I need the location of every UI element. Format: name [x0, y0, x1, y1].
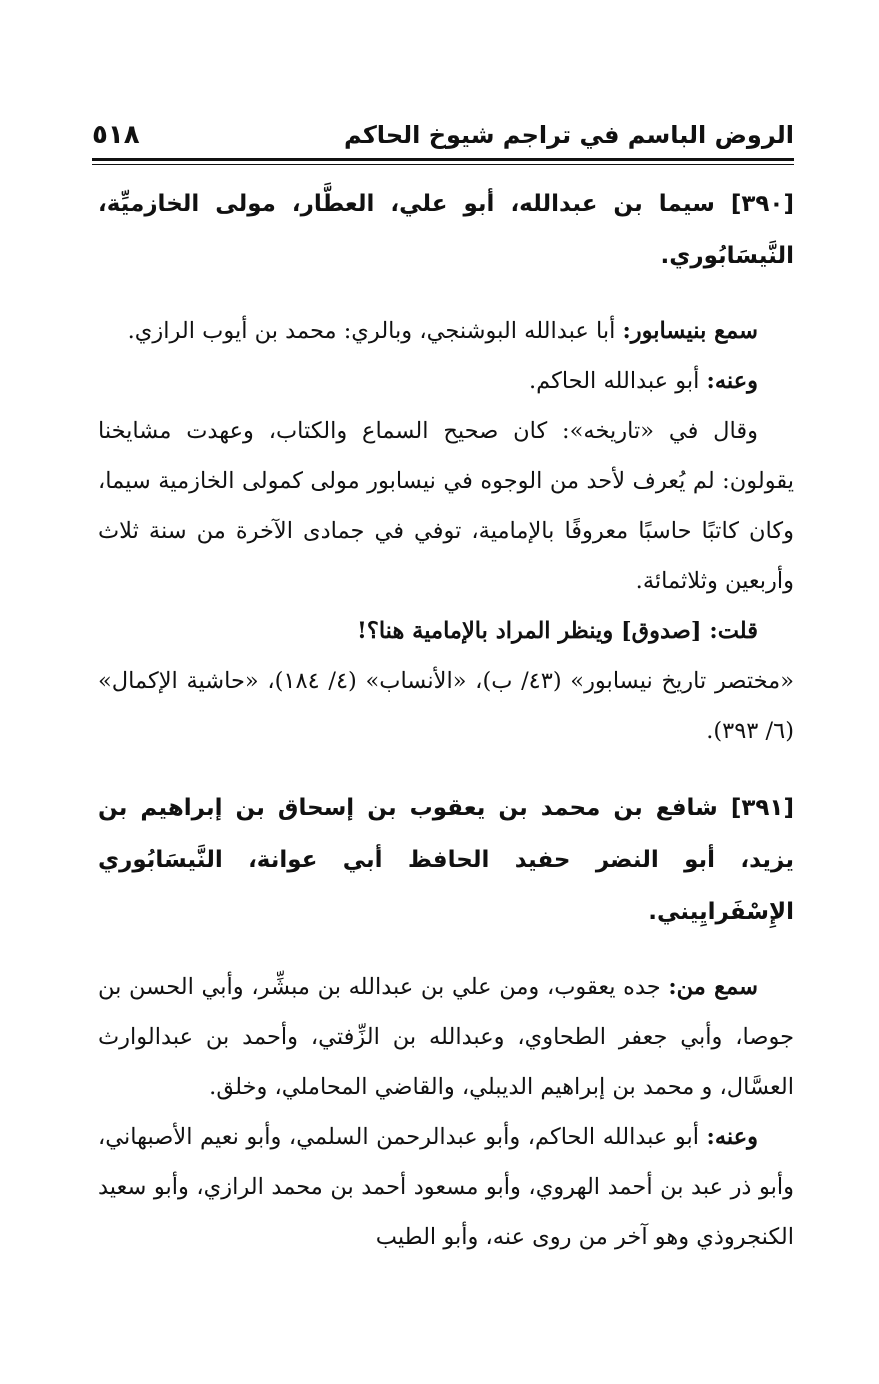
entry-391 [98, 782, 794, 1262]
narrators-lead: وعنه: [706, 1124, 758, 1150]
narrators-lead: وعنه: [706, 368, 758, 394]
narrators-paragraph [98, 1112, 794, 1262]
page-body [98, 178, 794, 1262]
narrators-text: أبو عبدالله الحاكم، وأبو عبدالرحمن السلمي، وأبو نعيم الأصبهاني، وأبو ذر عبد بن أحمد الهروي، وأبو مسعود أحمد بن محمد الرازي، وأبو سعيد الكنجروذي وهو آخر من روى عنه، وأبو الطيب [98, 1124, 794, 1250]
header-rule-thick [92, 158, 794, 161]
heard-from-text: أبا عبدالله البوشنجي، وبالري: محمد بن أيوب الرازي. [127, 318, 623, 344]
narrators-paragraph [98, 356, 794, 406]
author-note-text: [صدوق] وينظر المراد بالإمامية هنا؟! [357, 618, 710, 644]
author-note-lead: قلت: [709, 618, 758, 644]
heard-from-lead: سمع من: [668, 974, 758, 1000]
entry-title: [٣٩١] شافع بن محمد بن يعقوب بن إسحاق بن إبراهيم بن يزيد، أبو النضر حفيد الحافظ أبي عوانة، النَّيسَابُوري الإِسْفَرايِيني. [98, 795, 794, 925]
page-header [92, 112, 794, 158]
entry-title: [٣٩٠] سيما بن عبدالله، أبو علي، العطَّار، مولى الخازميِّة، النَّيسَابُوري. [98, 191, 794, 269]
heard-from-lead: سمع بنيسابور: [622, 318, 758, 344]
sources-paragraph: «مختصر تاريخ نيسابور» (٤٣/ ب)، «الأنساب» (٤/ ١٨٤)، «حاشية الإكمال» (٦/ ٣٩٣). [98, 668, 794, 744]
heard-from-paragraph [98, 306, 794, 356]
heard-from-text: جده يعقوب، ومن علي بن عبدالله بن مبشِّر، وأبي الحسن بن جوصا، وأبي جعفر الطحاوي، وعبدالله بن الزِّفتي، وأحمد بن عبدالوارث العسَّال، و محمد بن إبراهيم الديبلي، والقاضي المحاملي، وخلق. [98, 974, 794, 1100]
header-rule-thin [92, 164, 794, 165]
heard-from-paragraph [98, 962, 794, 1112]
entry-separator [98, 756, 794, 782]
history-quote-paragraph: وقال في «تاريخه»: كان صحيح السماع والكتاب، وعهدت مشايخنا يقولون: لم يُعرف لأحد من الوجوه في نيسابور مولى كمولى الخازمية سيما، وكان كاتبًا حاسبًا معروفًا بالإمامية، توفي في جمادى الآخرة من سنة ثلاث وأربعين وثلاثمائة. [98, 418, 794, 594]
running-title: الروض الباسم في تراجم شيوخ الحاكم [344, 121, 794, 149]
narrators-text: أبو عبدالله الحاكم. [528, 368, 707, 394]
author-note-paragraph [98, 606, 794, 656]
entry-390 [98, 178, 794, 756]
page-number: ٥١٨ [92, 120, 140, 150]
